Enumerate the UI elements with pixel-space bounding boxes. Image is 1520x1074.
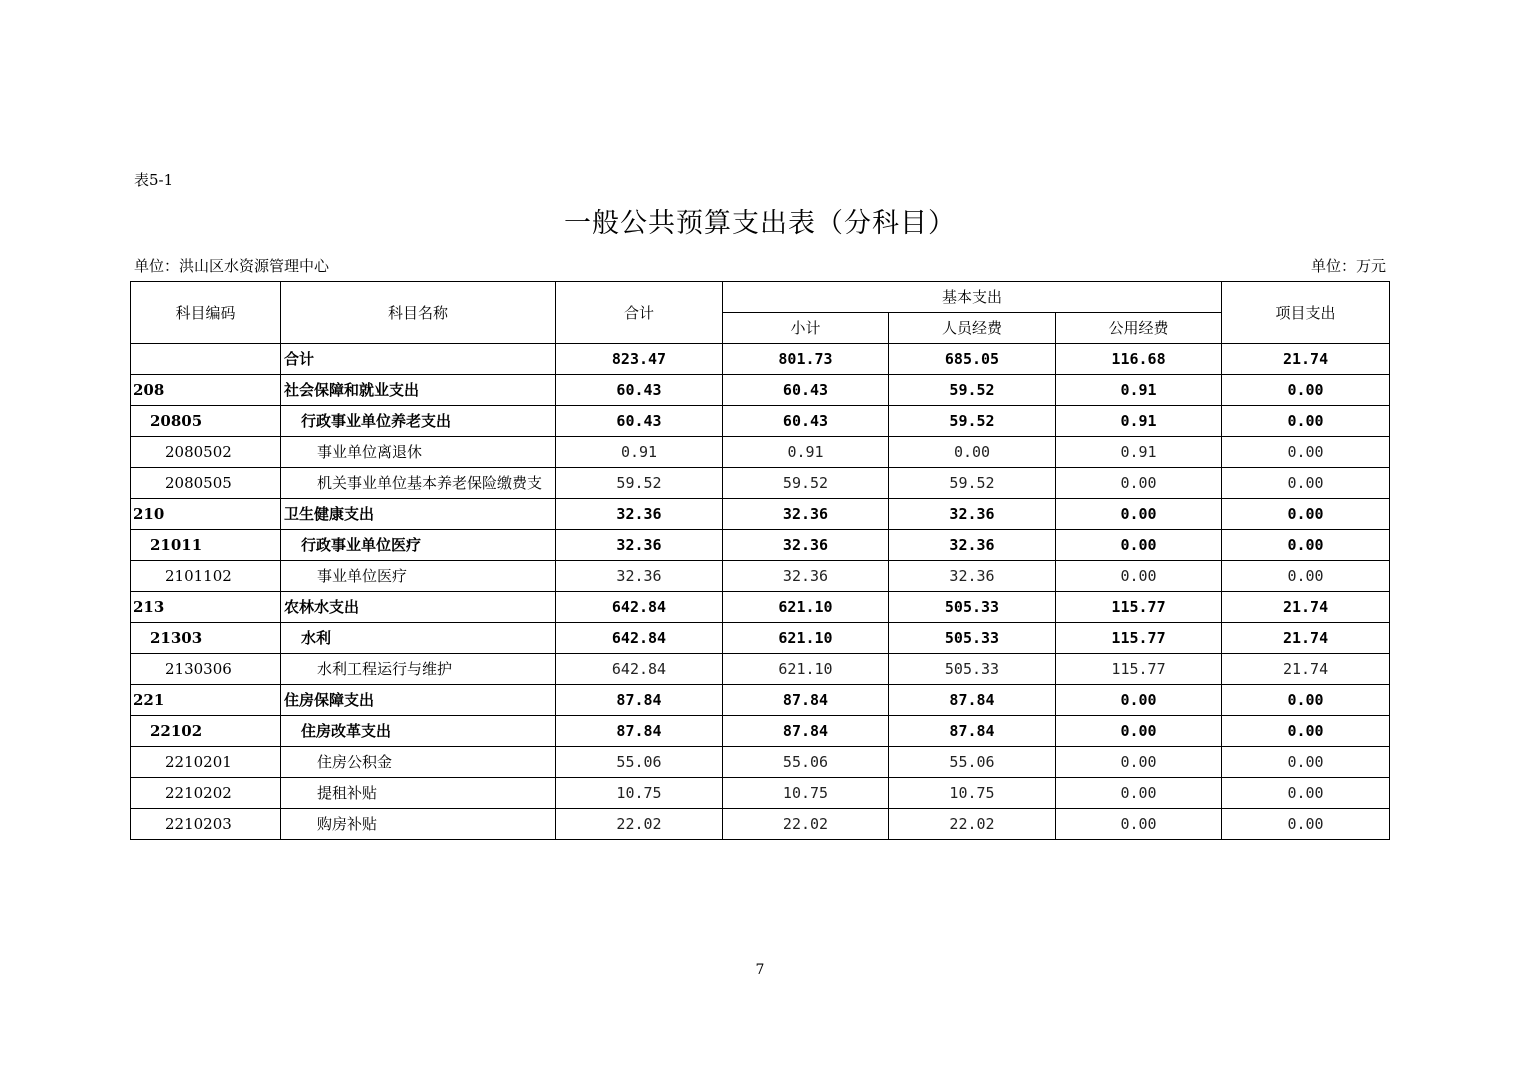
table-row bbox=[131, 809, 1390, 840]
cell-total: 60.43 bbox=[556, 375, 723, 406]
cell-personnel: 505.33 bbox=[889, 623, 1056, 654]
cell-total: 642.84 bbox=[556, 654, 723, 685]
cell-subtotal: 621.10 bbox=[723, 623, 889, 654]
budget-table bbox=[130, 281, 1390, 840]
cell-total: 32.36 bbox=[556, 561, 723, 592]
cell-public: 0.91 bbox=[1056, 406, 1222, 437]
cell-personnel: 0.00 bbox=[889, 437, 1056, 468]
cell-public: 115.77 bbox=[1056, 654, 1222, 685]
cell-personnel: 10.75 bbox=[889, 778, 1056, 809]
cell-total: 642.84 bbox=[556, 592, 723, 623]
cell-project: 21.74 bbox=[1222, 654, 1390, 685]
cell-project: 0.00 bbox=[1222, 406, 1390, 437]
cell-subtotal: 60.43 bbox=[723, 375, 889, 406]
cell-personnel: 505.33 bbox=[889, 654, 1056, 685]
cell-code: 22102 bbox=[131, 716, 281, 747]
cell-project: 0.00 bbox=[1222, 437, 1390, 468]
cell-public: 0.00 bbox=[1056, 747, 1222, 778]
table-row bbox=[131, 344, 1390, 375]
cell-project: 0.00 bbox=[1222, 809, 1390, 840]
cell-subtotal: 22.02 bbox=[723, 809, 889, 840]
cell-total: 87.84 bbox=[556, 685, 723, 716]
cell-code: 2210202 bbox=[131, 778, 281, 809]
cell-project: 0.00 bbox=[1222, 499, 1390, 530]
cell-personnel: 59.52 bbox=[889, 468, 1056, 499]
table-row bbox=[131, 468, 1390, 499]
header-basic: 基本支出 bbox=[723, 282, 1222, 313]
cell-project: 0.00 bbox=[1222, 468, 1390, 499]
cell-personnel: 685.05 bbox=[889, 344, 1056, 375]
cell-name: 事业单位医疗 bbox=[281, 561, 556, 592]
cell-personnel: 505.33 bbox=[889, 592, 1056, 623]
table-row bbox=[131, 437, 1390, 468]
cell-code: 2080505 bbox=[131, 468, 281, 499]
cell-public: 115.77 bbox=[1056, 592, 1222, 623]
table-row bbox=[131, 592, 1390, 623]
table-number: 表5-1 bbox=[134, 171, 174, 189]
cell-project: 21.74 bbox=[1222, 623, 1390, 654]
cell-total: 0.91 bbox=[556, 437, 723, 468]
cell-subtotal: 621.10 bbox=[723, 592, 889, 623]
cell-name: 卫生健康支出 bbox=[281, 499, 556, 530]
cell-code: 213 bbox=[131, 592, 281, 623]
cell-code: 21011 bbox=[131, 530, 281, 561]
cell-project: 0.00 bbox=[1222, 778, 1390, 809]
cell-total: 642.84 bbox=[556, 623, 723, 654]
cell-code: 2130306 bbox=[131, 654, 281, 685]
table-row bbox=[131, 375, 1390, 406]
cell-public: 116.68 bbox=[1056, 344, 1222, 375]
cell-project: 0.00 bbox=[1222, 561, 1390, 592]
cell-subtotal: 87.84 bbox=[723, 716, 889, 747]
cell-project: 0.00 bbox=[1222, 747, 1390, 778]
cell-name: 合计 bbox=[281, 344, 556, 375]
header-public: 公用经费 bbox=[1056, 313, 1222, 344]
cell-name: 购房补贴 bbox=[281, 809, 556, 840]
cell-total: 59.52 bbox=[556, 468, 723, 499]
table-row bbox=[131, 778, 1390, 809]
cell-personnel: 87.84 bbox=[889, 685, 1056, 716]
cell-name: 行政事业单位医疗 bbox=[281, 530, 556, 561]
cell-code: 21303 bbox=[131, 623, 281, 654]
cell-public: 0.00 bbox=[1056, 499, 1222, 530]
cell-public: 0.00 bbox=[1056, 561, 1222, 592]
table-row bbox=[131, 685, 1390, 716]
cell-code: 2101102 bbox=[131, 561, 281, 592]
cell-code: 2210203 bbox=[131, 809, 281, 840]
cell-public: 0.91 bbox=[1056, 437, 1222, 468]
cell-public: 0.91 bbox=[1056, 375, 1222, 406]
cell-public: 0.00 bbox=[1056, 778, 1222, 809]
cell-name: 住房公积金 bbox=[281, 747, 556, 778]
cell-personnel: 59.52 bbox=[889, 406, 1056, 437]
cell-subtotal: 32.36 bbox=[723, 561, 889, 592]
cell-total: 22.02 bbox=[556, 809, 723, 840]
cell-total: 32.36 bbox=[556, 499, 723, 530]
cell-subtotal: 60.43 bbox=[723, 406, 889, 437]
cell-public: 0.00 bbox=[1056, 809, 1222, 840]
cell-code bbox=[131, 344, 281, 375]
cell-name: 水利 bbox=[281, 623, 556, 654]
cell-project: 0.00 bbox=[1222, 685, 1390, 716]
header-personnel: 人员经费 bbox=[889, 313, 1056, 344]
cell-personnel: 55.06 bbox=[889, 747, 1056, 778]
cell-name: 社会保障和就业支出 bbox=[281, 375, 556, 406]
table-header bbox=[131, 282, 1390, 344]
cell-total: 60.43 bbox=[556, 406, 723, 437]
cell-total: 55.06 bbox=[556, 747, 723, 778]
cell-code: 2210201 bbox=[131, 747, 281, 778]
cell-public: 0.00 bbox=[1056, 716, 1222, 747]
cell-subtotal: 621.10 bbox=[723, 654, 889, 685]
cell-project: 21.74 bbox=[1222, 344, 1390, 375]
cell-personnel: 87.84 bbox=[889, 716, 1056, 747]
cell-name: 事业单位离退休 bbox=[281, 437, 556, 468]
cell-project: 21.74 bbox=[1222, 592, 1390, 623]
header-project: 项目支出 bbox=[1222, 282, 1390, 344]
table-row bbox=[131, 747, 1390, 778]
table-row bbox=[131, 561, 1390, 592]
cell-name: 农林水支出 bbox=[281, 592, 556, 623]
header-code: 科目编码 bbox=[131, 282, 281, 344]
cell-personnel: 59.52 bbox=[889, 375, 1056, 406]
header-subtotal: 小计 bbox=[723, 313, 889, 344]
cell-name: 住房改革支出 bbox=[281, 716, 556, 747]
cell-public: 0.00 bbox=[1056, 685, 1222, 716]
cell-personnel: 32.36 bbox=[889, 530, 1056, 561]
cell-name: 行政事业单位养老支出 bbox=[281, 406, 556, 437]
cell-total: 10.75 bbox=[556, 778, 723, 809]
cell-code: 20805 bbox=[131, 406, 281, 437]
header-total: 合计 bbox=[556, 282, 723, 344]
header-name: 科目名称 bbox=[281, 282, 556, 344]
cell-subtotal: 32.36 bbox=[723, 530, 889, 561]
cell-subtotal: 87.84 bbox=[723, 685, 889, 716]
cell-total: 87.84 bbox=[556, 716, 723, 747]
table-row bbox=[131, 654, 1390, 685]
table-row bbox=[131, 623, 1390, 654]
cell-code: 2080502 bbox=[131, 437, 281, 468]
cell-subtotal: 0.91 bbox=[723, 437, 889, 468]
cell-subtotal: 801.73 bbox=[723, 344, 889, 375]
cell-subtotal: 55.06 bbox=[723, 747, 889, 778]
page-title: 一般公共预算支出表（分科目） bbox=[564, 208, 956, 239]
cell-code: 210 bbox=[131, 499, 281, 530]
cell-project: 0.00 bbox=[1222, 716, 1390, 747]
table-row bbox=[131, 530, 1390, 561]
cell-name: 住房保障支出 bbox=[281, 685, 556, 716]
cell-subtotal: 59.52 bbox=[723, 468, 889, 499]
cell-personnel: 22.02 bbox=[889, 809, 1056, 840]
cell-project: 0.00 bbox=[1222, 375, 1390, 406]
cell-subtotal: 32.36 bbox=[723, 499, 889, 530]
cell-personnel: 32.36 bbox=[889, 499, 1056, 530]
cell-name: 提租补贴 bbox=[281, 778, 556, 809]
table-row bbox=[131, 716, 1390, 747]
cell-public: 0.00 bbox=[1056, 530, 1222, 561]
cell-total: 32.36 bbox=[556, 530, 723, 561]
cell-name: 机关事业单位基本养老保险缴费支 bbox=[281, 468, 556, 499]
cell-subtotal: 10.75 bbox=[723, 778, 889, 809]
table-row bbox=[131, 499, 1390, 530]
unit-currency: 单位：万元 bbox=[1310, 257, 1386, 275]
table-body bbox=[131, 344, 1390, 840]
unit-organization: 单位：洪山区水资源管理中心 bbox=[134, 257, 330, 275]
cell-project: 0.00 bbox=[1222, 530, 1390, 561]
cell-personnel: 32.36 bbox=[889, 561, 1056, 592]
cell-name: 水利工程运行与维护 bbox=[281, 654, 556, 685]
cell-code: 208 bbox=[131, 375, 281, 406]
cell-public: 115.77 bbox=[1056, 623, 1222, 654]
cell-total: 823.47 bbox=[556, 344, 723, 375]
cell-public: 0.00 bbox=[1056, 468, 1222, 499]
table-row bbox=[131, 406, 1390, 437]
page-number: 7 bbox=[755, 962, 765, 978]
cell-code: 221 bbox=[131, 685, 281, 716]
